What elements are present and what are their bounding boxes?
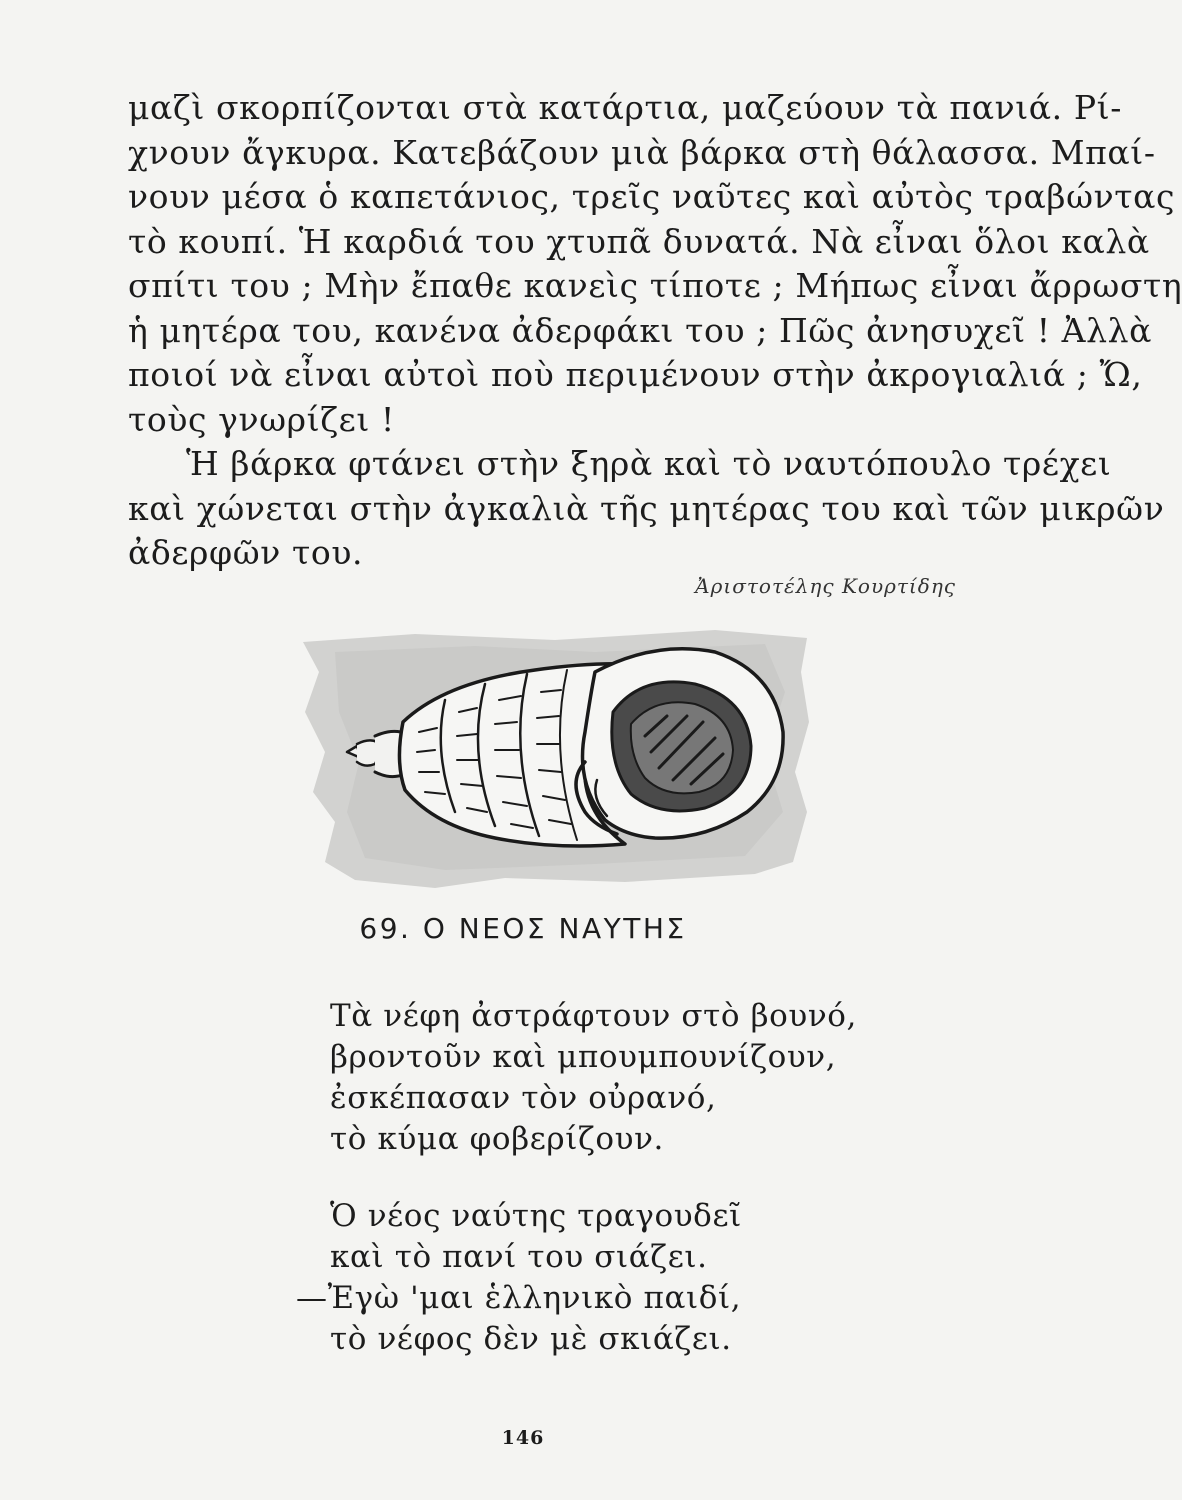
poem-verse: βροντοῦν καὶ μπουμπουνίζουν, [330, 1039, 837, 1075]
poem-verse: Τὰ νέφη ἀστράφτουν στὸ βουνό, [330, 998, 857, 1034]
seashell-icon [295, 612, 815, 894]
poem-verse: ἐσκέπασαν τὸν οὐρανό, [330, 1080, 717, 1116]
prose-paragraph [128, 86, 1182, 576]
prose-line: χνουν ἄγκυρα. Κατεβάζουν μιὰ βάρκα στὴ θάλασσα. Μπαί- [128, 132, 1156, 172]
seashell-illustration [295, 612, 815, 894]
poem-verse: καὶ τὸ πανί του σιάζει. [330, 1239, 708, 1275]
prose-line: τοὺς γνωρίζει ! [128, 399, 395, 439]
prose-line: νουν μέσα ὁ καπετάνιος, τρεῖς ναῦτες καὶ αὐτὸς τραβώντας [128, 177, 1176, 216]
prose-line: καὶ χώνεται στὴν ἀγκαλιὰ τῆς μητέρας του καὶ τῶν μικρῶν [128, 488, 1165, 528]
poem-stanza [330, 996, 857, 1160]
prose-line: ἡ μητέρα του, κανένα ἀδερφάκι του ; Πῶς ἀνησυχεῖ ! Ἀλλὰ [128, 310, 1153, 350]
prose-line: ἀδερφῶν του. [128, 533, 364, 572]
prose-line: μαζὶ σκορπίζονται στὰ κατάρτια, μαζεύουν τὰ πανιά. Ρί- [128, 88, 1122, 127]
author-signature: Ἀριστοτέλης Κουρτίδης [695, 574, 956, 598]
prose-line: Ἡ βάρκα φτάνει στὴν ξηρὰ καὶ τὸ ναυτόπουλο τρέχει [186, 444, 1112, 483]
poem-verse: —Ἐγὼ 'μαι ἑλληνικὸ παιδί, [296, 1280, 742, 1316]
prose-line: τὸ κουπί. Ἡ καρδιά του χτυπᾶ δυνατά. Νὰ εἶναι ὅλοι καλὰ [128, 221, 1150, 261]
poem-verse: Ὁ νέος ναύτης τραγουδεῖ [330, 1198, 742, 1234]
poem-verse: τὸ κύμα φοβερίζουν. [330, 1121, 664, 1157]
poem-stanza [296, 1196, 742, 1360]
prose-line: ποιοί νὰ εἶναι αὐτοὶ ποὺ περιμένουν στὴν ἀκρογιαλιά ; Ὤ, [128, 355, 1143, 394]
prose-line: σπίτι του ; Μὴν ἔπαθε κανεὶς τίποτε ; Μήπως εἶναι ἄρρωστη [128, 266, 1182, 305]
page-number: 146 [501, 1427, 545, 1449]
poem-title: 69. Ο ΝΕΟΣ ΝΑΥΤΗΣ [359, 912, 687, 945]
poem-verse: τὸ νέφος δὲν μὲ σκιάζει. [330, 1321, 732, 1357]
